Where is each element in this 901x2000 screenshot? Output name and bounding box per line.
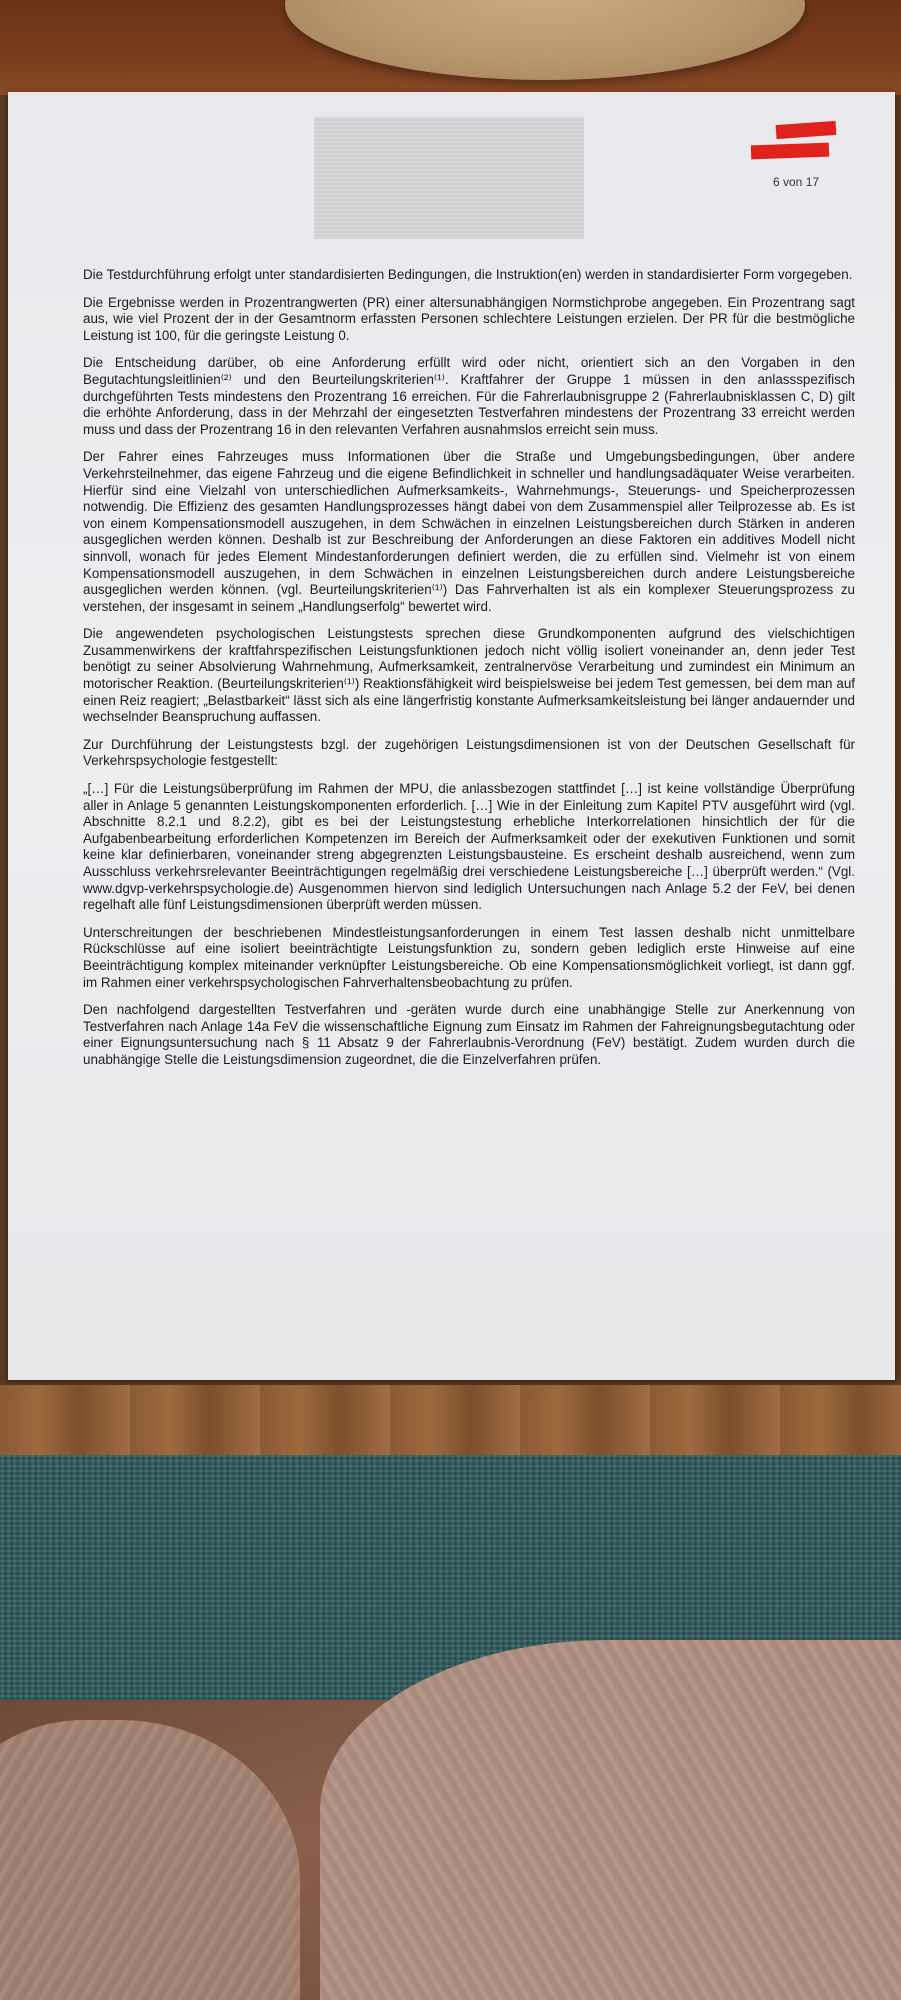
paragraph-dgvp-intro: Zur Durchführung der Leistungstests bzgl. der zugehörigen Leistungsdimensionen ist von der Deutschen Gesellschaft für Verkehrspsychologie festgestellt:: [83, 736, 855, 769]
paragraph-percentile-ranks: Die Ergebnisse werden in Prozentrangwerten (PR) einer altersunabhängigen Normstichprobe angegeben. Ein Prozentrang sagt aus, wie viel Prozent der in der Gesamtnorm erfassten Personen schlechtere Leistungen erzielen. Der PR für die bestmögliche Leistung ist 100, für die geringste Leistung 0.: [83, 294, 855, 343]
page-number: 6 von 17: [773, 175, 820, 189]
logo-icon: [314, 117, 584, 239]
paragraph-shortfalls: Unterschreitungen der beschriebenen Mindestleistungsanforderungen in einem Test lassen deshalb nicht unmittelbare Rückschlüsse auf eine isoliert beeinträchtigte Leistungsfunktion zu, sondern geben lediglich erste Hinweise auf eine Beeinträchtigung komplex miteinander verknüpfter Leistungsbereiche. Ob eine Kompensationsmöglichkeit vorliegt, ist dann ggf. im Rahmen einer verkehrspsychologischen Fahrverhaltensbeobachtung zu prüfen.: [83, 924, 855, 990]
paragraph-dgvp-quote: „[…] Für die Leistungsüberprüfung im Rahmen der MPU, die anlassbezogen stattfindet […] ist keine vollständige Überprüfung aller in Anlage 5 genannten Leistungskomponenten erforderlich. […] Wie in der Einleitung zum Kapitel PTV ausgeführt wird (vgl. Abschnitte 8.2.1 und 8.2.2), gibt es bei der Leistungstestung erhebliche Interkorrelationen hinsichtlich der für die Aufgabenbearbeitung erforderlichen Kompetenzen im Bereich der Aufmerksamkeit oder der exekutiven Funktionen und somit keine klar definierbaren, voneinander streng abgegrenzten Leistungsbausteine. Es erscheint deshalb ausreichend, wenn zum Ausschluss verkehrsrelevanter Beeinträchtigungen regelmäßig drei verschiedene Leistungsbereiche […] überprüft werden.“ (Vgl. www.dgvp-verkehrspsychologie.de) Ausgenommen hiervon sind lediglich Untersuchungen nach Anlage 5.2 der FeV, bei denen regelhaft alle fünf Leistungsdimensionen überprüft werden müssen.: [83, 781, 855, 913]
wooden-table-edge: [0, 1385, 901, 1465]
document-body: [83, 267, 855, 1080]
right-arm: [320, 1640, 901, 2000]
document-page: [8, 92, 895, 1380]
paragraph-test-conditions: Die Testdurchführung erfolgt unter standardisierten Bedingungen, die Instruktion(en) werden in standardisierter Form vorgegeben.: [83, 267, 853, 282]
redaction-mark: [751, 143, 829, 160]
paragraph-psychological-tests: Die angewendeten psychologischen Leistungstests sprechen diese Grundkomponenten aufgrund des vielschichtigen Zusammenwirkens der kraftfahrspezifischen Leistungsfunktionen jedoch nicht völlig isoliert voneinander an, denn jeder Test benötigt zu seiner Absolvierung Wahrnehmung, Aufmerksamkeit, zentralnervöse Verarbeitung und zumindest ein Minimum an motorischer Reaktion. (Beurteilungskriterien⁽¹⁾) Reaktionsfähigkeit wird beispielsweise bei jedem Test gemessen, bei dem man auf einen Reiz reagiert; „Belastbarkeit“ lässt sich als eine längerfristig konstante Aufmerksamkeitsleistung bei länger andauernder und wechselnder Beanspruchung auffassen.: [83, 626, 855, 725]
redaction-mark: [776, 121, 837, 139]
paragraph-driver-processing: Der Fahrer eines Fahrzeuges muss Informationen über die Straße und Umgebungsbedingungen, über andere Verkehrsteilnehmer, das eigene Fahrzeug und die eigene Befindlichkeit in schneller und handlungsadäquater Weise verarbeiten. Hierfür sind eine Vielzahl von unterschiedlichen Aufmerksamkeits-, Wahrnehmungs-, Steuerungs- und Speicherprozessen notwendig. Die Effizienz des gesamten Handlungsprozesses hängt dabei von dem Zusammenspiel aller Teilprozesse ab. Es ist von einem Kompensationsmodell auszugehen, in dem Schwächen in einzelnen Leistungsbereichen durch Stärken in anderen ausgeglichen werden können. Deshalb ist zur Beschreibung der Anforderungen an diese Faktoren ein additives Modell nicht sinnvoll, wonach für jedes Element Mindestanforderungen definiert werden, die zu erfüllen sind. Vielmehr ist von einem Kompensationsmodell auszugehen, in dem Schwächen in einzelnen Leistungsbereichen durch andere Leistungsbereiche ausgeglichen werden können. (vgl. Beurteilungskriterien⁽¹⁾) Das Fahrverhalten ist als ein komplexer Steuerungsprozess zu verstehen, der insgesamt in seinem „Handlungserfolg“ bewertet wird.: [83, 449, 855, 614]
paragraph-test-methods: Den nachfolgend dargestellten Testverfahren und -geräten wurde durch eine unabhängige Stelle zur Anerkennung von Testverfahren nach Anlage 14a FeV die wissenschaftliche Eignung zum Einsatz im Rahmen der Fahreignungsbegutachtung oder einer Eignungsuntersuchung nach § 11 Absatz 9 der Fahrerlaubnis-Verordnung (FeV) bestätigt. Zudem wurden durch die unabhängige Stelle die Leistungsdimension zugeordnet, die die Einzelverfahren prüfen.: [83, 1002, 855, 1067]
paragraph-requirements: Die Entscheidung darüber, ob eine Anforderung erfüllt wird oder nicht, orientiert sich an den Vorgaben in den Begutachtungsleitlinien⁽²⁾ und den Beurteilungskriterien⁽¹⁾. Kraftfahrer der Gruppe 1 müssen in den anlassspezifisch durchgeführten Tests mindestens den Prozentrang 16 erreichen. Für die Fahrerlaubnisgruppe 2 (Fahrerlaubnisklassen C, D) gilt die erhöhte Anforderung, dass in der Mehrzahl der eingesetzten Testverfahren mindestens der Prozentrang 33 erreicht werden muss und dass der Prozentrang 16 in den relevanten Verfahren ausnahmslos erreicht sein muss.: [83, 355, 855, 437]
